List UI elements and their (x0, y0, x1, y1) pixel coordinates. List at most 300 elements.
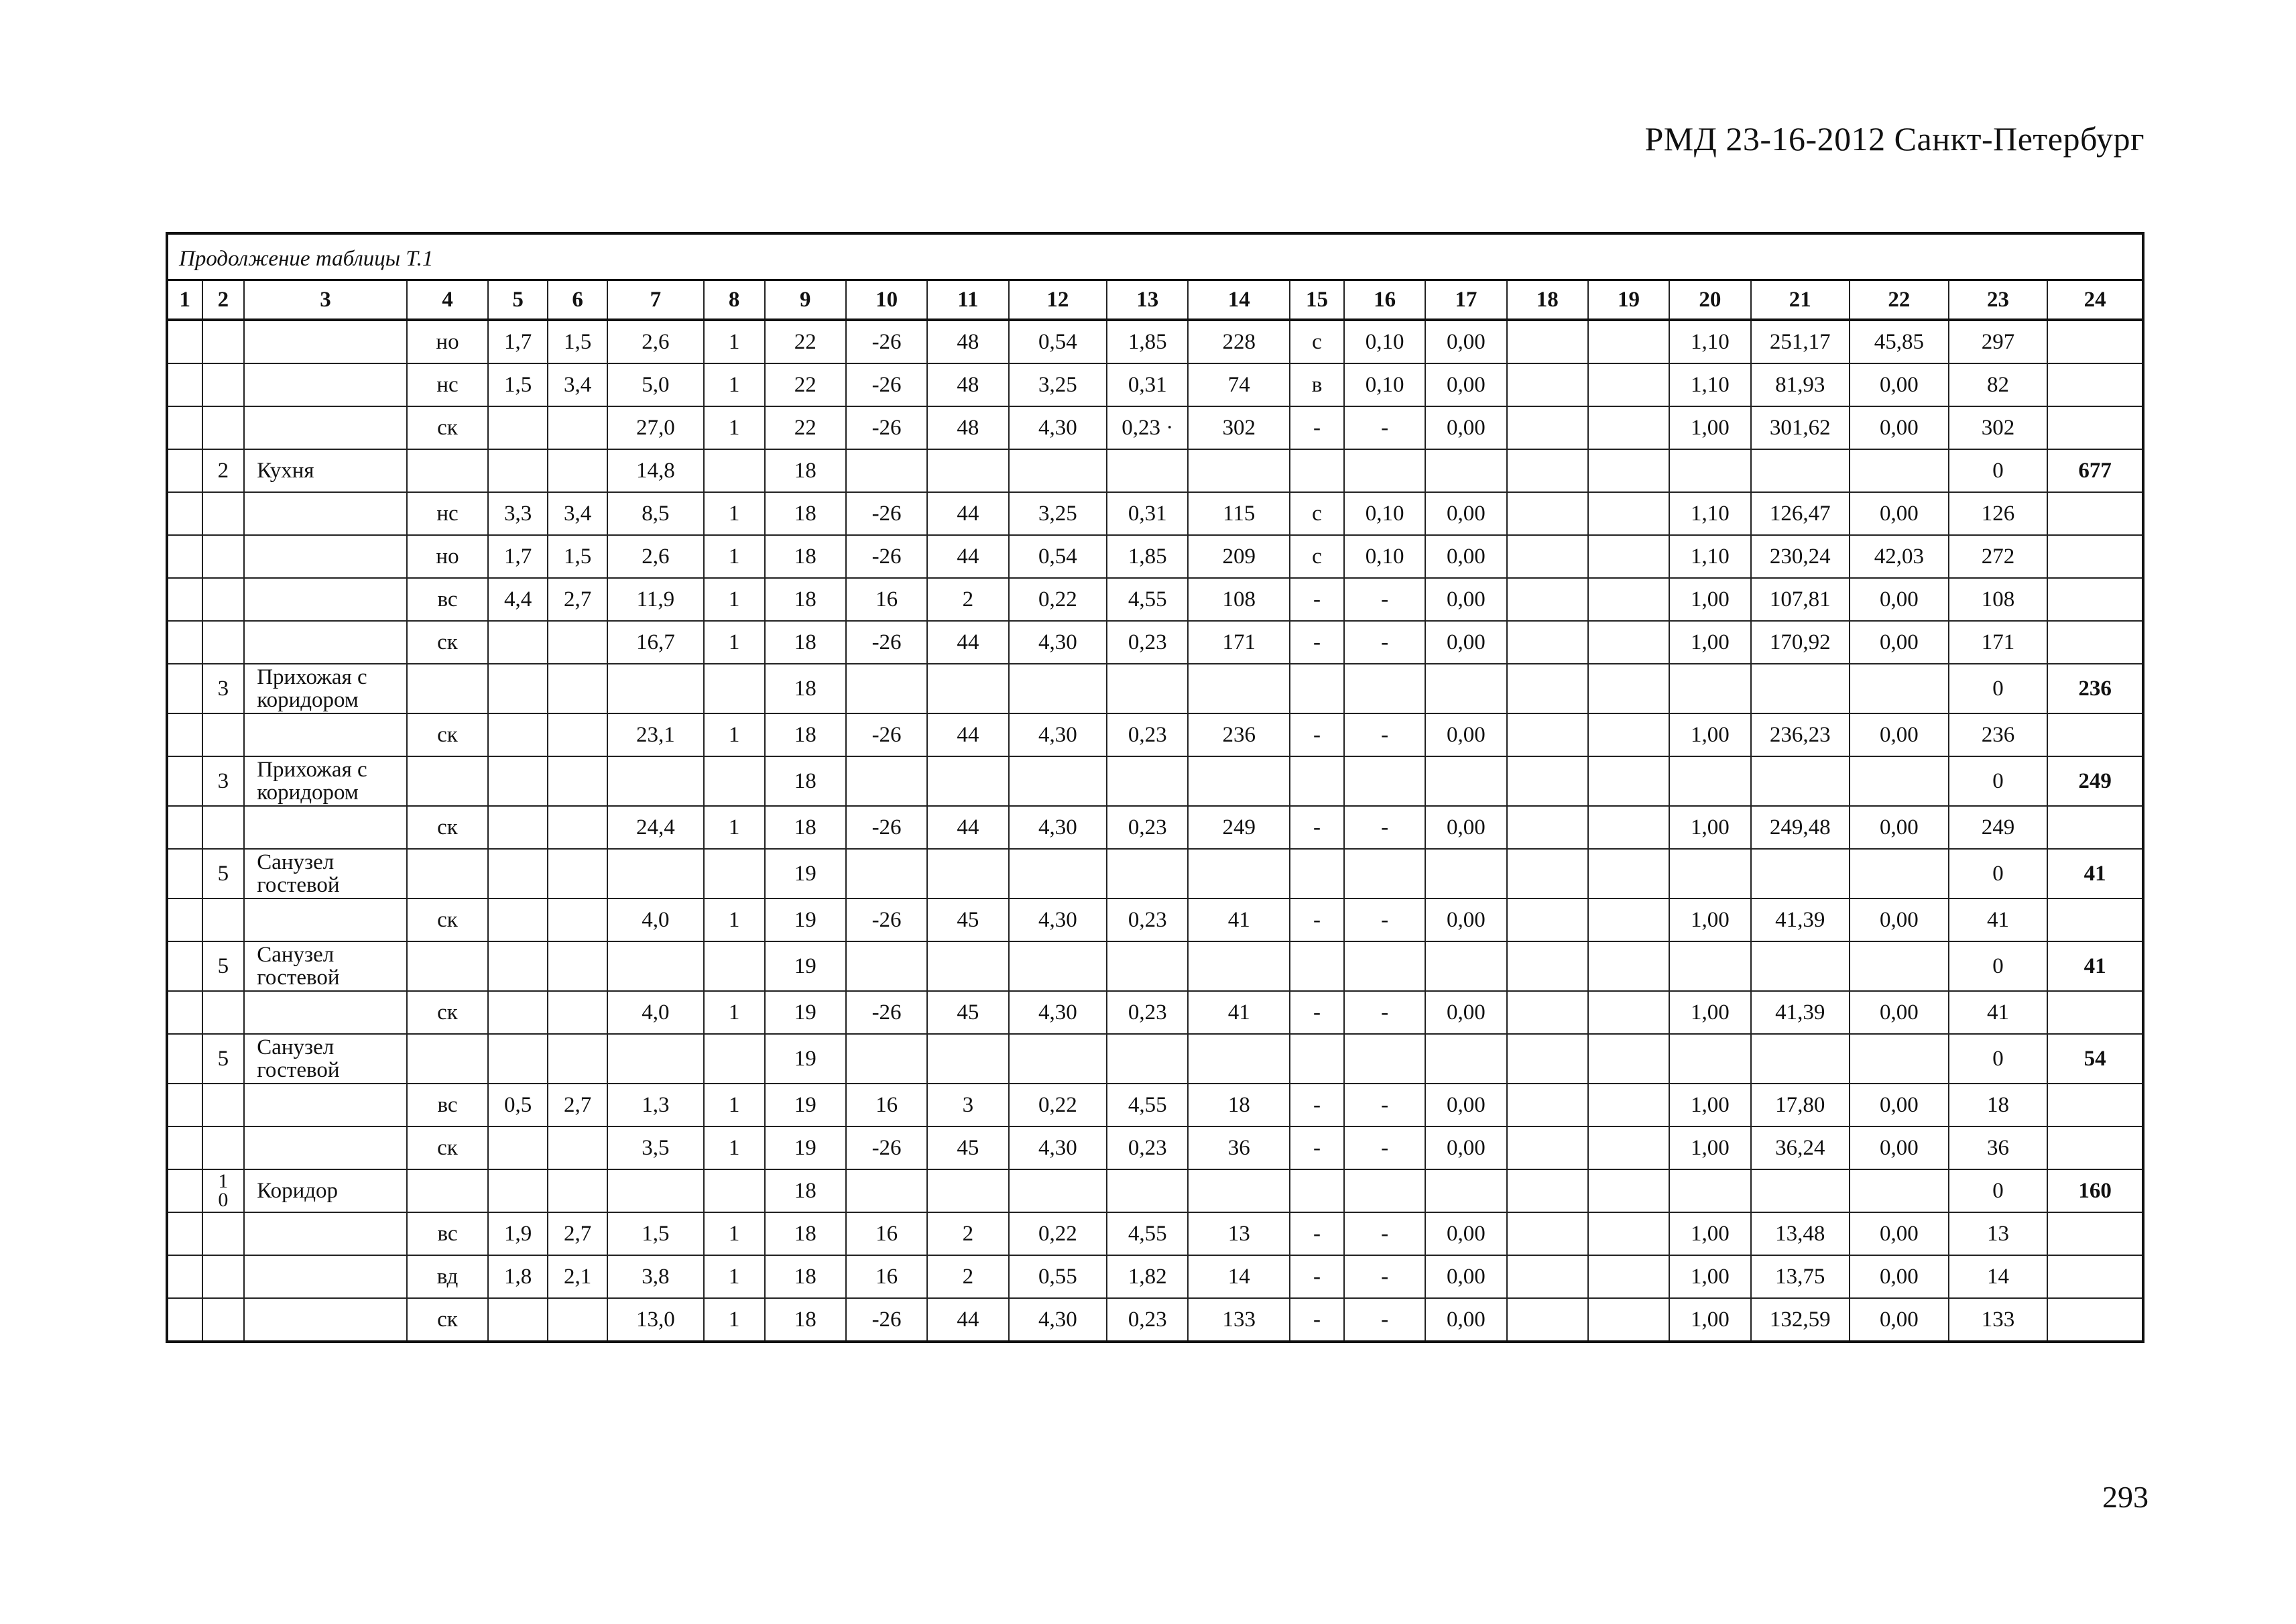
table-cell (244, 713, 407, 756)
table-cell: -26 (846, 713, 927, 756)
table-row (168, 492, 2142, 535)
table-cell: 0,00 (1850, 898, 1949, 941)
table-cell (1107, 941, 1188, 991)
table-cell (1344, 1034, 1425, 1084)
table-cell: 2,7 (548, 1084, 607, 1126)
table-cell: 3,3 (488, 492, 548, 535)
table-cell: 1 (704, 1212, 765, 1255)
table-cell (1588, 1169, 1669, 1212)
table-cell: 0,23 (1107, 713, 1188, 756)
document-id: РМД 23-16-2012 Санкт-Петербург (1644, 120, 2144, 158)
table-cell (1588, 1255, 1669, 1298)
table-cell: 249 (1188, 806, 1290, 849)
table-cell: 18 (765, 492, 846, 535)
table-cell: 1,5 (488, 363, 548, 406)
table-cell (168, 1126, 202, 1169)
table-cell (548, 449, 607, 492)
table-cell: 1 (704, 1255, 765, 1298)
table-cell: 2,6 (607, 320, 704, 363)
table-cell (548, 1298, 607, 1340)
table-cell (1588, 898, 1669, 941)
table-cell: 1 (704, 535, 765, 578)
table-cell (1188, 1034, 1290, 1084)
table-cell (244, 492, 407, 535)
table-cell: -26 (846, 991, 927, 1034)
table-cell (1669, 664, 1750, 713)
table-cell (1290, 849, 1344, 898)
table-cell (1507, 1212, 1588, 1255)
table-cell (1588, 449, 1669, 492)
table-cell: 0,00 (1425, 991, 1506, 1034)
column-header: 15 (1290, 281, 1344, 320)
table-cell (168, 1212, 202, 1255)
table-cell: 4,30 (1009, 621, 1107, 664)
column-header: 4 (407, 281, 488, 320)
table-cell: 1,3 (607, 1084, 704, 1126)
table-cell (488, 991, 548, 1034)
table-cell: 0,23 (1107, 991, 1188, 1034)
table-cell (927, 449, 1008, 492)
column-header: 9 (765, 281, 846, 320)
table-cell: 0,23 · (1107, 406, 1188, 449)
table-cell (168, 1034, 202, 1084)
heat-loss-table (166, 232, 2144, 1343)
table-cell (548, 406, 607, 449)
table-cell (1507, 1084, 1588, 1126)
table-cell: 0,00 (1850, 1255, 1949, 1298)
table-cell (1507, 756, 1588, 806)
table-cell: 1,00 (1669, 1126, 1750, 1169)
table-cell (202, 621, 245, 664)
table-cell: - (1344, 621, 1425, 664)
table-cell: 22 (765, 320, 846, 363)
table-cell: ск (407, 1298, 488, 1340)
table-cell: 1,10 (1669, 492, 1750, 535)
table-cell (548, 941, 607, 991)
table-cell (1751, 941, 1850, 991)
table-cell: 0,10 (1344, 320, 1425, 363)
table-cell (548, 898, 607, 941)
table-cell: 1 (704, 320, 765, 363)
table-cell (488, 664, 548, 713)
table-cell: -26 (846, 406, 927, 449)
table-cell (1507, 713, 1588, 756)
table-cell: 171 (1188, 621, 1290, 664)
table-cell (488, 1298, 548, 1340)
table-cell (1290, 664, 1344, 713)
table-cell (1588, 621, 1669, 664)
table-cell (202, 535, 245, 578)
table-cell: 230,24 (1751, 535, 1850, 578)
table-cell (548, 756, 607, 806)
table-cell: 19 (765, 1084, 846, 1126)
table-cell: 0,00 (1850, 1084, 1949, 1126)
table-cell (1588, 363, 1669, 406)
table-cell (1850, 756, 1949, 806)
table-cell (244, 578, 407, 621)
table-cell (488, 1126, 548, 1169)
table-cell (488, 713, 548, 756)
table-cell (1425, 941, 1506, 991)
table-cell (1588, 1212, 1669, 1255)
table-cell: 4,30 (1009, 898, 1107, 941)
column-header: 24 (2047, 281, 2142, 320)
column-header: 20 (1669, 281, 1750, 320)
table-cell: 36 (1949, 1126, 2048, 1169)
table-cell (407, 449, 488, 492)
table-cell: ск (407, 1126, 488, 1169)
table-cell (1588, 664, 1669, 713)
table-cell (1507, 1034, 1588, 1084)
table-cell: - (1344, 406, 1425, 449)
table-cell (927, 664, 1008, 713)
table-cell: 16 (846, 1084, 927, 1126)
table-cell: 41 (1188, 991, 1290, 1034)
table-cell (244, 320, 407, 363)
table-cell: 18 (1949, 1084, 2048, 1126)
table-cell: 251,17 (1751, 320, 1850, 363)
table-cell: 18 (765, 621, 846, 664)
table-cell (244, 1255, 407, 1298)
table-cell: 236 (2047, 664, 2142, 713)
table-cell: 2 (927, 1255, 1008, 1298)
table-cell (202, 1126, 245, 1169)
table-cell: - (1290, 1084, 1344, 1126)
table-cell: 0,00 (1425, 1126, 1506, 1169)
table-cell: 272 (1949, 535, 2048, 578)
table-cell (1507, 449, 1588, 492)
table-cell: Коридор (244, 1169, 407, 1212)
table-row (168, 1126, 2142, 1169)
table-cell: - (1290, 806, 1344, 849)
table-cell: 2 (927, 578, 1008, 621)
column-header-row (168, 281, 2142, 320)
table-cell (1507, 578, 1588, 621)
table-cell (488, 406, 548, 449)
table-cell: -26 (846, 621, 927, 664)
table-cell (704, 664, 765, 713)
table-cell: 0,00 (1425, 320, 1506, 363)
table-cell: 1,00 (1669, 991, 1750, 1034)
column-header: 13 (1107, 281, 1188, 320)
table-cell (488, 849, 548, 898)
table-cell (1009, 664, 1107, 713)
table-cell (2047, 1255, 2142, 1298)
table-cell: 18 (765, 535, 846, 578)
table-cell: 0,00 (1850, 713, 1949, 756)
table-cell: 1,5 (607, 1212, 704, 1255)
table-cell: 0,55 (1009, 1255, 1107, 1298)
table-cell: 0 (1949, 756, 2048, 806)
table-cell (1751, 449, 1850, 492)
table-row (168, 363, 2142, 406)
column-header: 3 (244, 281, 407, 320)
table-cell: 5 (202, 849, 245, 898)
table-cell (168, 756, 202, 806)
table-cell: - (1344, 1212, 1425, 1255)
table-cell (548, 1126, 607, 1169)
table-cell: 3,25 (1009, 363, 1107, 406)
table-cell (1751, 1034, 1850, 1084)
table-cell: 1,7 (488, 320, 548, 363)
table-cell: 4,30 (1009, 1126, 1107, 1169)
room-row (168, 1169, 2142, 1212)
table-cell: 1 (704, 1298, 765, 1340)
table-cell (1009, 756, 1107, 806)
table-cell: 17,80 (1751, 1084, 1850, 1126)
table-cell: 41 (1949, 898, 2048, 941)
table-cell: 4,55 (1107, 578, 1188, 621)
table-cell (548, 806, 607, 849)
table-row (168, 1255, 2142, 1298)
table-cell (244, 406, 407, 449)
table-cell: 48 (927, 406, 1008, 449)
table-cell: 74 (1188, 363, 1290, 406)
table-cell: 8,5 (607, 492, 704, 535)
table-cell: 115 (1188, 492, 1290, 535)
table-cell (168, 1169, 202, 1212)
table-cell (1344, 1169, 1425, 1212)
table-cell: 16,7 (607, 621, 704, 664)
table-cell (244, 621, 407, 664)
table-cell: 18 (765, 449, 846, 492)
table-cell: 0,00 (1425, 713, 1506, 756)
table-cell (168, 664, 202, 713)
table-cell: ск (407, 621, 488, 664)
table-cell: 0,00 (1425, 535, 1506, 578)
table-cell: 0,10 (1344, 492, 1425, 535)
table-cell (244, 806, 407, 849)
table-cell (2047, 713, 2142, 756)
table-cell: вс (407, 1084, 488, 1126)
table-cell (1507, 1126, 1588, 1169)
table-cell: 236,23 (1751, 713, 1850, 756)
table-cell: 0,00 (1425, 1212, 1506, 1255)
table-cell (1507, 1298, 1588, 1340)
table-cell (2047, 535, 2142, 578)
table-cell: 2 (202, 449, 245, 492)
table-cell: 18 (765, 1255, 846, 1298)
page-number: 293 (2102, 1480, 2149, 1514)
table-cell: 2 (927, 1212, 1008, 1255)
table-cell (1507, 991, 1588, 1034)
table-cell: 13 (1949, 1212, 2048, 1255)
table-cell (202, 1084, 245, 1126)
table-cell (1588, 1126, 1669, 1169)
table-cell: 1,85 (1107, 535, 1188, 578)
table-cell: 2,7 (548, 578, 607, 621)
table-cell (202, 898, 245, 941)
table-cell: 1 (704, 898, 765, 941)
table-cell: 1,85 (1107, 320, 1188, 363)
table-cell (488, 941, 548, 991)
table-cell: 3 (202, 664, 245, 713)
table-cell (1107, 449, 1188, 492)
table-cell: 0,00 (1850, 1212, 1949, 1255)
table-cell (168, 492, 202, 535)
table-row (168, 898, 2142, 941)
table-cell: 0,00 (1850, 1298, 1949, 1340)
table-cell (244, 363, 407, 406)
table-cell (607, 756, 704, 806)
table-cell: 236 (1949, 713, 2048, 756)
table-cell (1751, 756, 1850, 806)
table-cell: 45 (927, 1126, 1008, 1169)
table-cell: 1,00 (1669, 1212, 1750, 1255)
table-cell: 126 (1949, 492, 2048, 535)
table-cell (1107, 756, 1188, 806)
table-cell (1425, 1169, 1506, 1212)
table-cell (1850, 449, 1949, 492)
table-cell (607, 1169, 704, 1212)
table-cell (202, 806, 245, 849)
table-cell: 2,7 (548, 1212, 607, 1255)
table-cell (927, 849, 1008, 898)
table-cell (1009, 449, 1107, 492)
table-cell: 0,23 (1107, 898, 1188, 941)
table-cell: - (1290, 578, 1344, 621)
table-cell: 19 (765, 1034, 846, 1084)
table-cell: 1,00 (1669, 898, 1750, 941)
table-cell: 4,30 (1009, 806, 1107, 849)
table-cell (1009, 849, 1107, 898)
table-cell: 0,23 (1107, 1298, 1188, 1340)
table-cell: 44 (927, 1298, 1008, 1340)
table-cell: 44 (927, 713, 1008, 756)
table-cell: 81,93 (1751, 363, 1850, 406)
table-cell (1850, 849, 1949, 898)
table-cell: 1 (704, 1084, 765, 1126)
table-cell: 0,00 (1425, 1255, 1506, 1298)
table-cell (1344, 756, 1425, 806)
table-cell: 0,00 (1425, 621, 1506, 664)
table-cell (846, 941, 927, 991)
table-cell: 171 (1949, 621, 2048, 664)
table-cell: 1,5 (548, 535, 607, 578)
table-cell: - (1290, 991, 1344, 1034)
table-cell (1669, 941, 1750, 991)
table-cell (1751, 1169, 1850, 1212)
column-header: 8 (704, 281, 765, 320)
table-cell (1588, 849, 1669, 898)
table-cell (1588, 1298, 1669, 1340)
table-cell (488, 621, 548, 664)
table-cell: 0,22 (1009, 1084, 1107, 1126)
table-cell (168, 898, 202, 941)
table-cell: - (1290, 1212, 1344, 1255)
table-cell (1850, 941, 1949, 991)
table-cell (1425, 849, 1506, 898)
column-header: 5 (488, 281, 548, 320)
table-cell (1751, 849, 1850, 898)
table-cell: 302 (1188, 406, 1290, 449)
table-cell: 249 (2047, 756, 2142, 806)
table-row (168, 320, 2142, 363)
table-cell: 108 (1188, 578, 1290, 621)
table-cell (168, 849, 202, 898)
table-cell: 0,00 (1850, 363, 1949, 406)
table-cell (704, 756, 765, 806)
table-cell (407, 941, 488, 991)
table-cell (1588, 941, 1669, 991)
table-cell: вс (407, 578, 488, 621)
table-cell (168, 941, 202, 991)
table-cell: 0,54 (1009, 320, 1107, 363)
table-cell: 41,39 (1751, 991, 1850, 1034)
table-cell (1344, 941, 1425, 991)
column-header: 17 (1425, 281, 1506, 320)
table-cell: 1,82 (1107, 1255, 1188, 1298)
table-cell: 3,25 (1009, 492, 1107, 535)
table-cell (1588, 406, 1669, 449)
table-cell: 45,85 (1850, 320, 1949, 363)
table-cell: 41 (2047, 849, 2142, 898)
table-cell: - (1344, 1126, 1425, 1169)
room-row (168, 664, 2142, 713)
column-header: 7 (607, 281, 704, 320)
table-cell: 41 (1188, 898, 1290, 941)
table-cell (548, 664, 607, 713)
table-cell (607, 664, 704, 713)
table-cell: 3,4 (548, 363, 607, 406)
table-cell: 1,8 (488, 1255, 548, 1298)
room-row (168, 941, 2142, 991)
column-header: 11 (927, 281, 1008, 320)
table-cell (2047, 621, 2142, 664)
table-cell: 1 (704, 363, 765, 406)
table-cell: 4,30 (1009, 713, 1107, 756)
table-cell: 1,5 (548, 320, 607, 363)
table-cell (1425, 664, 1506, 713)
table-cell: 18 (1188, 1084, 1290, 1126)
table-cell: 0,00 (1425, 406, 1506, 449)
table-cell: - (1290, 621, 1344, 664)
table-cell: 301,62 (1751, 406, 1850, 449)
table-cell (244, 535, 407, 578)
table-cell: 48 (927, 320, 1008, 363)
table-cell: 0 (1949, 941, 2048, 991)
table-cell (927, 1169, 1008, 1212)
table-cell: в (1290, 363, 1344, 406)
table-cell (1588, 1084, 1669, 1126)
table-cell (704, 849, 765, 898)
table-cell: 160 (2047, 1169, 2142, 1212)
table-row (168, 806, 2142, 849)
table-cell: 18 (765, 578, 846, 621)
table-cell (168, 1255, 202, 1298)
table-cell (704, 1034, 765, 1084)
table-cell (1669, 849, 1750, 898)
table-cell (1669, 1169, 1750, 1212)
table-cell: 1,00 (1669, 1298, 1750, 1340)
table-cell: 1 (704, 578, 765, 621)
table-cell (1669, 1034, 1750, 1084)
table-cell (1425, 1034, 1506, 1084)
table-cell: 0,22 (1009, 578, 1107, 621)
table-cell: 2,6 (607, 535, 704, 578)
column-header: 16 (1344, 281, 1425, 320)
table-cell (1507, 849, 1588, 898)
table-cell: 14 (1949, 1255, 2048, 1298)
table-cell (1588, 578, 1669, 621)
table-cell: нс (407, 363, 488, 406)
table-cell: 36,24 (1751, 1126, 1850, 1169)
table-cell: 3 (927, 1084, 1008, 1126)
table-cell: 0 (1949, 664, 2048, 713)
table-cell: 0,23 (1107, 1126, 1188, 1169)
table-cell (1344, 849, 1425, 898)
table-cell: -26 (846, 535, 927, 578)
